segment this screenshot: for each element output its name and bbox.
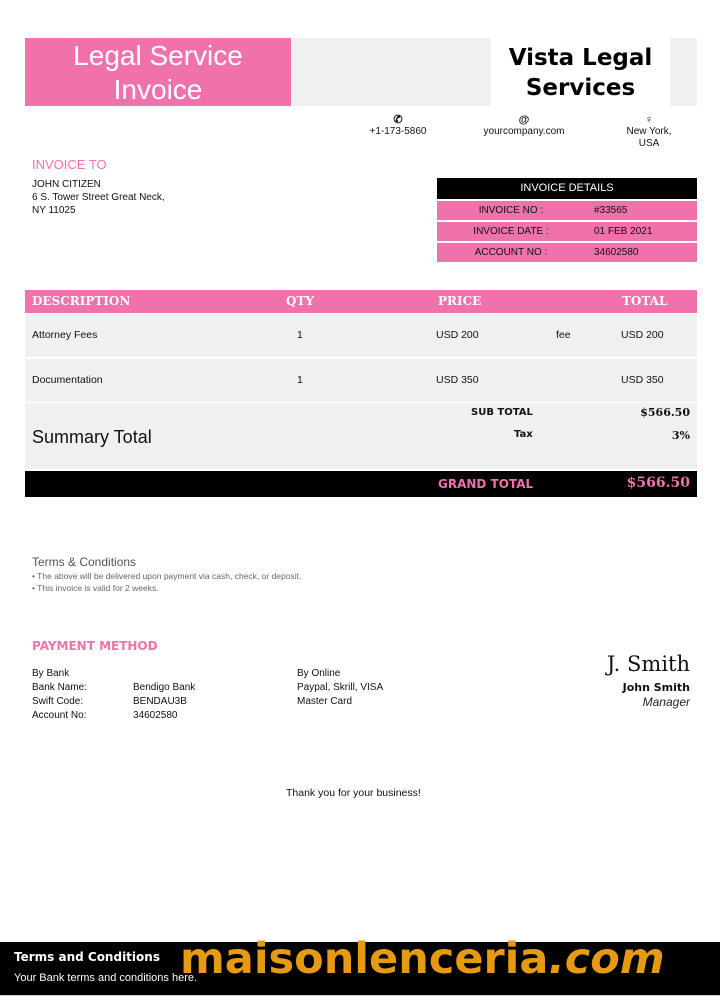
bank-heading: By Bank: [32, 668, 70, 679]
contact-phone: [362, 114, 434, 137]
detail-row-invoice-no: [437, 201, 697, 220]
location-pin-icon: ♀: [644, 114, 654, 126]
subtotal-label: SUB TOTAL: [471, 407, 533, 418]
detail-label: INVOICE NO :: [478, 205, 544, 216]
detail-value: 34602580: [594, 247, 639, 258]
invoice-details-heading: INVOICE DETAILS: [437, 178, 697, 199]
detail-label: ACCOUNT NO :: [474, 247, 548, 258]
footer-subtitle: Your Bank terms and conditions here.: [14, 972, 198, 984]
footer: [0, 934, 720, 995]
company-name-line1: Vista Legal: [508, 45, 653, 71]
row-qty: 1: [297, 329, 303, 341]
bank-name-label: Bank Name:: [32, 682, 88, 693]
detail-label: INVOICE DATE :: [473, 226, 549, 237]
table-row: [25, 359, 697, 402]
bank-name-value: Bendigo Bank: [133, 682, 196, 693]
table-row: [25, 314, 697, 357]
swift-value: BENDAU3B: [133, 696, 187, 707]
detail-value: #33565: [594, 205, 628, 216]
account-value: 34602580: [133, 710, 178, 721]
header-description: DESCRIPTION: [32, 294, 131, 308]
footer-title: Terms and Conditions: [14, 950, 160, 964]
bottom-edge: [0, 995, 720, 1000]
invoice-title-line2: Invoice: [113, 74, 203, 105]
watermark-suffix: .com: [548, 934, 665, 984]
terms-item: • This invoice is valid for 2 weeks.: [32, 583, 159, 593]
contact-location: [614, 114, 684, 150]
location-line1: New York,: [626, 126, 672, 137]
detail-value: 01 FEB 2021: [594, 226, 653, 237]
row-qty: 1: [297, 374, 303, 386]
header-price: PRICE: [438, 294, 482, 308]
signature-script: J. Smith: [606, 652, 690, 676]
invoice-to-heading: INVOICE TO: [32, 157, 107, 172]
watermark: [180, 934, 665, 984]
swift-label: Swift Code:: [32, 696, 84, 707]
invoice-to-block: [32, 178, 165, 217]
header-qty: QTY: [286, 294, 314, 308]
contact-email: [474, 114, 574, 137]
terms-item: • The above will be delivered upon payment via cash, check, or deposit.: [32, 571, 302, 581]
row-price: USD 200: [436, 329, 479, 341]
online-heading: By Online: [297, 668, 341, 679]
row-description: Attorney Fees: [32, 329, 98, 341]
summary-panel: [25, 403, 697, 469]
row-total: USD 200: [621, 329, 664, 341]
row-price: USD 350: [436, 374, 479, 386]
grand-total-label: GRAND TOTAL: [438, 477, 534, 491]
detail-row-invoice-date: [437, 222, 697, 241]
email-text: yourcompany.com: [483, 126, 565, 137]
tax-value: 3%: [671, 429, 690, 442]
terms-heading: Terms & Conditions: [32, 555, 137, 569]
location-line2: USA: [638, 138, 660, 149]
payment-bank-labels: [32, 667, 87, 723]
phone-icon: ✆: [393, 114, 403, 126]
payment-online: [297, 667, 383, 709]
online-line2: Master Card: [297, 696, 353, 707]
header-total: TOTAL: [622, 294, 668, 308]
detail-row-account-no: [437, 243, 697, 262]
client-address-line2: NY 11025: [32, 205, 76, 216]
row-total: USD 350: [621, 374, 664, 386]
tax-label: Tax: [514, 429, 533, 440]
signer-role: Manager: [642, 695, 690, 709]
grand-total-bar: [25, 471, 697, 497]
table-header: [25, 290, 697, 313]
client-address-line1: 6 S. Tower Street Great Neck,: [32, 192, 165, 203]
signer-name: John Smith: [622, 681, 690, 694]
subtotal-value: $566.50: [640, 406, 690, 419]
row-note: fee: [556, 329, 571, 341]
at-icon: @: [518, 114, 530, 126]
phone-text: +1-173-5860: [369, 126, 427, 137]
online-line1: Paypal, Skrill, VISA: [297, 682, 384, 693]
watermark-main: maisonlenceria: [180, 934, 549, 984]
client-name: JOHN CITIZEN: [32, 179, 101, 190]
grand-total-value: $566.50: [626, 475, 690, 491]
invoice-title-line1: Legal Service: [73, 40, 243, 71]
account-label: Account No:: [32, 710, 87, 721]
summary-total-label: Summary Total: [32, 427, 152, 447]
payment-method-heading: PAYMENT METHOD: [32, 639, 158, 653]
thank-you-note: Thank you for your business!: [286, 787, 421, 799]
company-name: [491, 38, 670, 106]
row-description: Documentation: [32, 374, 103, 386]
invoice-title: [25, 38, 291, 106]
company-name-line2: Services: [525, 75, 636, 101]
payment-bank-values: [133, 681, 195, 723]
